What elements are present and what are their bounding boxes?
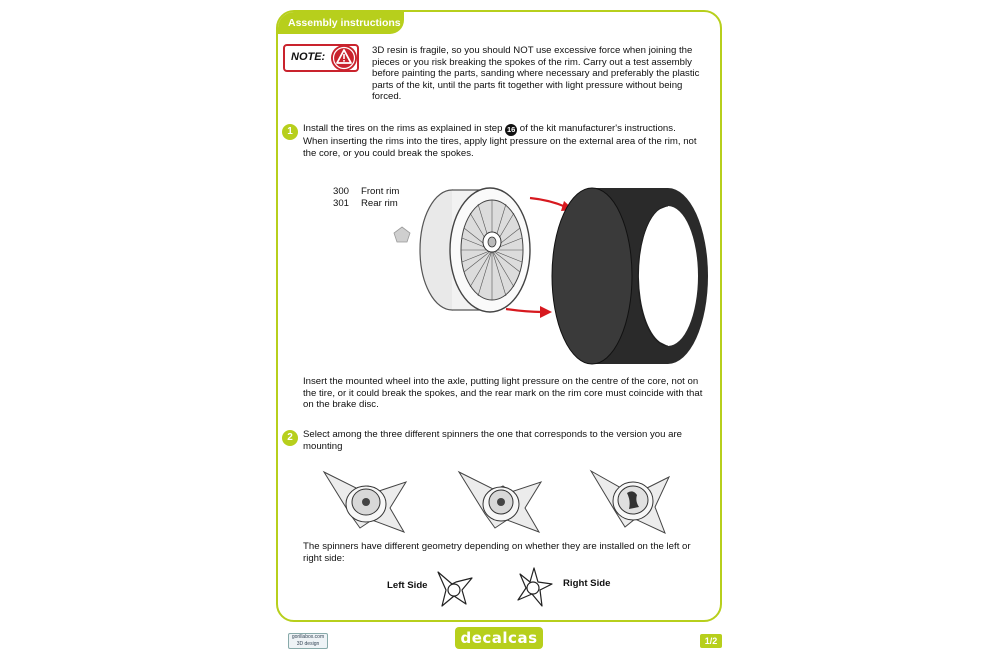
spinner-option-3[interactable]: [585, 465, 677, 539]
warning-icon: [329, 43, 359, 73]
note-label: NOTE:: [291, 51, 326, 63]
left-side-label: Left Side: [387, 580, 428, 591]
designer-logo-line2: 3D design: [296, 641, 320, 647]
step-ref-badge: 16: [506, 125, 516, 134]
pentagon-marker-icon: [393, 226, 411, 244]
tire-illustration: [540, 180, 710, 370]
page-number: 1/2: [700, 634, 722, 648]
note-text: 3D resin is fragile, so you should NOT use excessive force when joining the pieces or you risk breaking the spokes of the rim. Carry out a test assembly before painting the parts, sanding where necessary and preferably the plastic parts of the kit, until the parts fit together with light pressure without being forced.: [372, 45, 700, 103]
wire-rim-illustration: [412, 180, 542, 320]
section-title: Assembly instructions: [278, 12, 404, 34]
designer-logo-line1: gorillabox.com: [291, 634, 325, 640]
step-2-instructions: Select among the three different spinners the one that corresponds to the version you are mounting: [303, 429, 683, 452]
mounting-instructions: Insert the mounted wheel into the axle, putting light pressure on the centre of the core, not on the tire, or it could break the spokes, and the rear mark on the rim core must coincide with that on the brake disc.: [303, 376, 703, 411]
note-badge: [283, 44, 359, 72]
part-row: [333, 186, 399, 198]
left-spinner-icon: [432, 566, 478, 610]
spinner-option-1[interactable]: [320, 468, 412, 538]
step-1-text-b: of the kit manufacturer's instructions.: [519, 123, 676, 134]
part-name: Rear rim: [361, 197, 398, 209]
part-code: 301: [333, 197, 350, 209]
step-1-text-a: Install the tires on the rims as explained in step: [303, 123, 503, 134]
brand-logo: decalcas: [455, 627, 543, 649]
part-list: [333, 186, 399, 209]
geometry-note: The spinners have different geometry depending on whether they are installed on the left or right side:: [303, 541, 691, 564]
step-1-instructions: [303, 123, 708, 159]
right-spinner-icon: [512, 564, 558, 610]
step-1-text-c: When inserting the rims into the tires, apply light pressure on the external area of the rim, not the core, or you could break the spokes.: [303, 136, 697, 159]
part-row: [333, 198, 399, 210]
part-code: 300: [333, 186, 350, 197]
spinner-option-2[interactable]: [455, 468, 547, 538]
right-side-label: Right Side: [563, 578, 611, 589]
part-name: Front rim: [361, 186, 400, 197]
designer-logo: [288, 633, 328, 649]
step-1-number: 1: [282, 124, 298, 140]
step-2-number: 2: [282, 430, 298, 446]
